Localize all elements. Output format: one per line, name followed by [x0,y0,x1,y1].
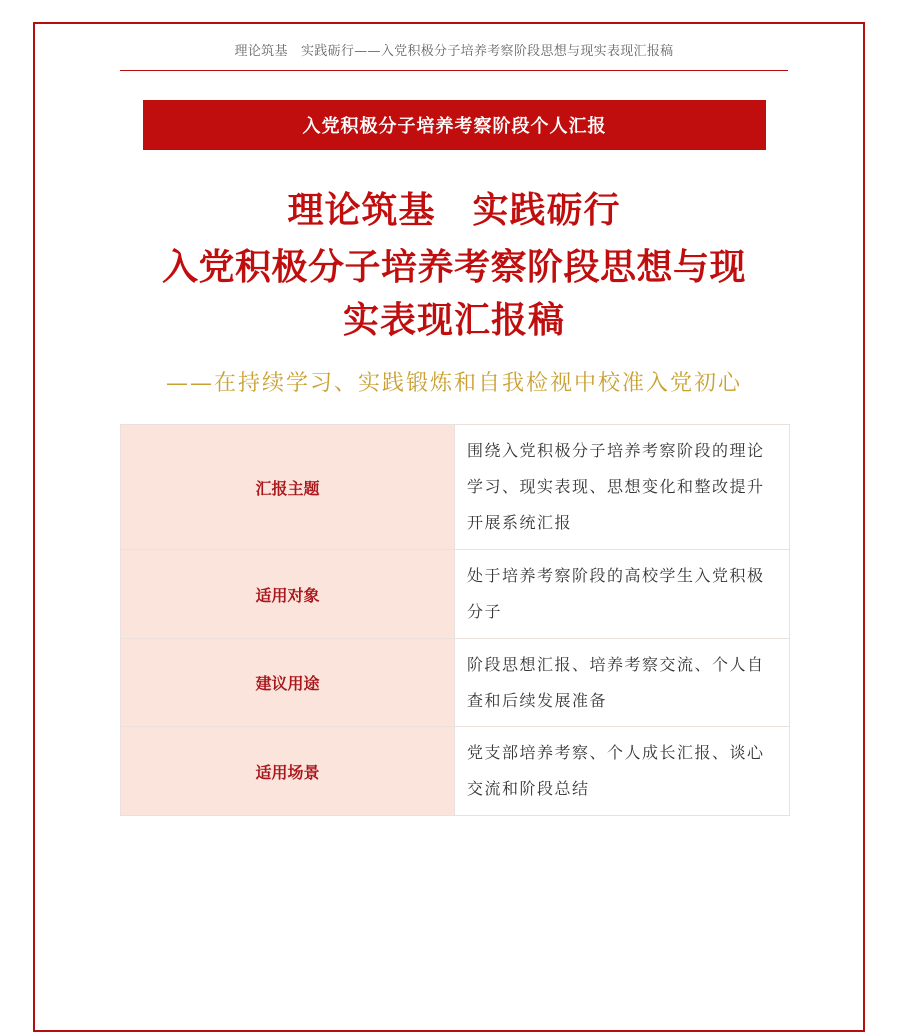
table-row [121,550,790,639]
main-title-line-3: 实表现汇报稿 [342,300,565,341]
row-value-topic: 围绕入党积极分子培养考察阶段的理论学习、现实表现、思想变化和整改提升开展系统汇报 [455,425,790,550]
row-value-scenario: 党支部培养考察、个人成长汇报、谈心交流和阶段总结 [455,727,790,816]
main-title-line-2: 入党积极分子培养考察阶段思想与现 [161,247,746,288]
subtitle: ——在持续学习、实践锻炼和自我检视中校准入党初心 [165,371,742,396]
running-header: 理论筑基 实践砺行——入党积极分子培养考察阶段思想与现实表现汇报稿 [234,44,674,59]
report-banner: 入党积极分子培养考察阶段个人汇报 [143,100,766,150]
table-row [121,727,790,816]
row-label-topic: 汇报主题 [121,425,455,550]
row-value-audience: 处于培养考察阶段的高校学生入党积极分子 [455,550,790,639]
table-row [121,639,790,727]
row-label-scenario: 适用场景 [121,727,455,816]
table-row [121,425,790,550]
row-label-audience: 适用对象 [121,550,455,639]
row-value-usage: 阶段思想汇报、培养考察交流、个人自查和后续发展准备 [455,639,790,727]
report-info-table [120,424,790,816]
row-label-usage: 建议用途 [121,639,455,727]
header-divider [120,70,788,71]
main-title-line-1: 理论筑基 实践砺行 [287,190,621,231]
